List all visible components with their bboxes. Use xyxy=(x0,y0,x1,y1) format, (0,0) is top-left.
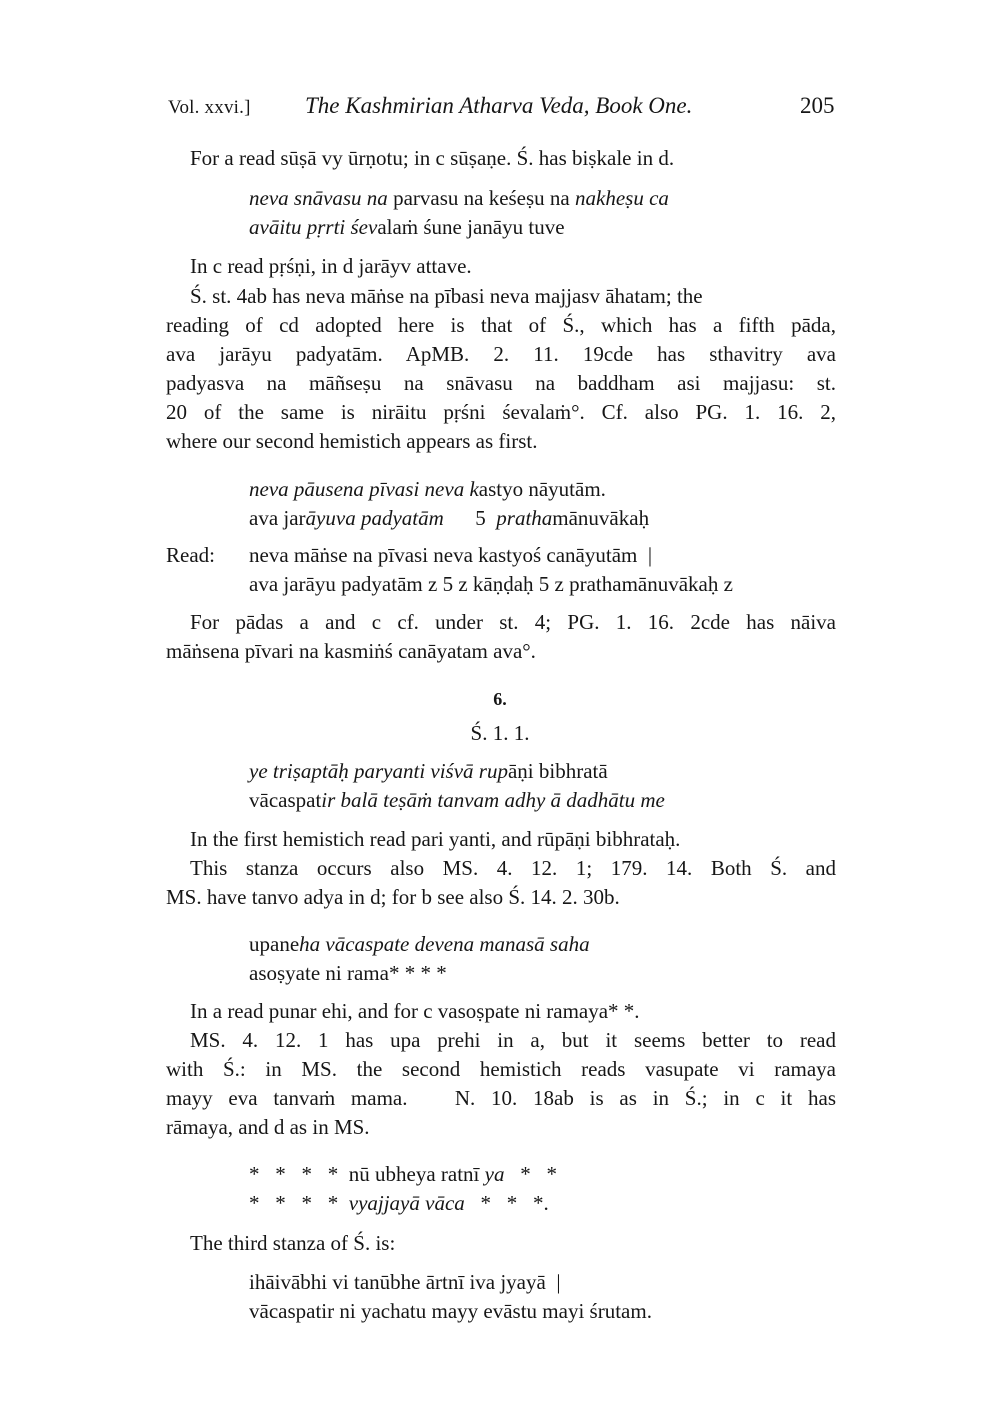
verse-line xyxy=(249,757,608,785)
paragraph-line: with Ś.: in MS. the second hemistich reads vasupate vi ramaya xyxy=(166,1057,836,1081)
verse-italic: vyajjayā vāca xyxy=(348,1191,465,1215)
read-line: ava jarāyu padyatām z 5 z kāṇḍaḥ 5 z prathamānuvākaḥ z xyxy=(249,572,733,596)
paragraph-line: The third stanza of Ś. is: xyxy=(190,1231,396,1255)
paragraph-line: In the first hemistich read pari yanti, and rūpāṇi bibhrataḥ. xyxy=(190,827,681,851)
paragraph-line: MS. have tanvo adya in d; for b see also Ś. 14. 2. 30b. xyxy=(166,885,620,909)
verse-plain: upane xyxy=(249,932,300,956)
intro-line: For a read sūṣā vy ūrṇotu; in c sūṣaṇe. Ś. has biṣkale in d. xyxy=(190,146,675,170)
verse-italic: āyuva padyatām xyxy=(305,506,444,530)
section-number: 6. xyxy=(493,689,507,709)
header-volume: Vol. xxvi.] xyxy=(168,97,251,118)
read-label: Read: xyxy=(166,543,215,567)
verse-line: asoṣyate ni rama* * * * xyxy=(249,961,447,985)
header-title: The Kashmirian Atharva Veda, Book One. xyxy=(305,93,693,118)
verse-plain: āṇi bibhratā xyxy=(507,759,608,783)
verse-line xyxy=(249,475,606,503)
verse-line xyxy=(249,213,565,241)
header-page-number: 205 xyxy=(800,93,835,118)
verse-plain: * * *. xyxy=(464,1191,549,1215)
verse-line: vācaspatir ni yachatu mayy evāstu mayi śrutam. xyxy=(249,1299,652,1323)
verse-italic: ye triṣaptāḥ paryanti viśvā rup xyxy=(249,759,508,783)
paragraph-line: MS. 4. 12. 1 has upa prehi in a, but it seems better to read xyxy=(190,1028,836,1052)
verse-italic: avāitu pṛrti śev xyxy=(249,215,378,239)
verse-line xyxy=(249,184,669,212)
verse-italic: ir balā teṣāṁ tanvam adhy ā dadhātu me xyxy=(321,788,665,812)
paragraph-line: This stanza occurs also MS. 4. 12. 1; 179. 14. Both Ś. and xyxy=(190,856,836,880)
paragraph-line: In c read pṛśṇi, in d jarāyv attave. xyxy=(190,254,472,278)
verse-italic: nakheṣu ca xyxy=(575,186,669,210)
verse-plain: * * xyxy=(504,1162,557,1186)
verse-plain: * * * * nū ubheya ratnī xyxy=(249,1162,485,1186)
verse-plain: astyo nāyutām. xyxy=(478,477,606,501)
paragraph-line: In a read punar ehi, and for c vasoṣpate ni ramaya* *. xyxy=(190,999,640,1023)
verse-italic: ha vācaspate devena manasā saha xyxy=(299,932,590,956)
read-line: neva māṅse na pīvasi neva kastyoś canāyutām | xyxy=(249,543,653,567)
verse-line xyxy=(249,786,665,814)
section-reference: Ś. 1. 1. xyxy=(470,721,530,745)
paragraph-line: reading of cd adopted here is that of Ś., which has a fifth pāda, xyxy=(166,313,836,337)
verse-line: ihāivābhi vi tanūbhe ārtnī iva jyayā | xyxy=(249,1270,561,1294)
verse-line xyxy=(249,930,590,958)
paragraph-line: mayy eva tanvaṁ mama. N. 10. 18ab is as in Ś.; in c it has xyxy=(166,1086,836,1110)
verse-plain: ava jar xyxy=(249,506,306,530)
verse-plain: mānuvākaḥ xyxy=(552,506,650,530)
paragraph-line: For pādas a and c cf. under st. 4; PG. 1. 16. 2cde has nāiva xyxy=(190,610,836,634)
paragraph-line: 20 of the same is nirāitu pṛśni śevalaṁ°. Cf. also PG. 1. 16. 2, xyxy=(166,400,836,424)
verse-italic: ya xyxy=(484,1162,505,1186)
verse-plain: alaṁ śune janāyu tuve xyxy=(377,215,565,239)
paragraph-line: where our second hemistich appears as first. xyxy=(166,429,538,453)
paragraph-line: rāmaya, and d as in MS. xyxy=(166,1115,370,1139)
paragraph-line: Ś. st. 4ab has neva māṅse na pībasi neva majjasv āhatam; the xyxy=(190,284,703,308)
verse-italic: neva snāvasu na xyxy=(249,186,388,210)
verse-plain: * * * * xyxy=(249,1191,349,1215)
verse-plain: parvasu na keśeṣu na xyxy=(387,186,575,210)
verse-line xyxy=(249,1160,557,1188)
verse-italic: neva pāusena pīvasi neva k xyxy=(249,477,479,501)
verse-line xyxy=(249,1189,549,1217)
verse-line xyxy=(249,504,649,532)
verse-plain: vācaspat xyxy=(249,788,322,812)
paragraph-line: ava jarāyu padyatām. ApMB. 2. 11. 19cde has sthavitry ava xyxy=(166,342,836,366)
verse-italic: pratha xyxy=(496,506,553,530)
paragraph-line: māṅsena pīvari na kasmiṅś canāyatam ava°. xyxy=(166,639,536,663)
paragraph-line: padyasva na māñseṣu na snāvasu na baddham asi majjasu: st. xyxy=(166,371,836,395)
verse-plain: 5 xyxy=(443,506,497,530)
